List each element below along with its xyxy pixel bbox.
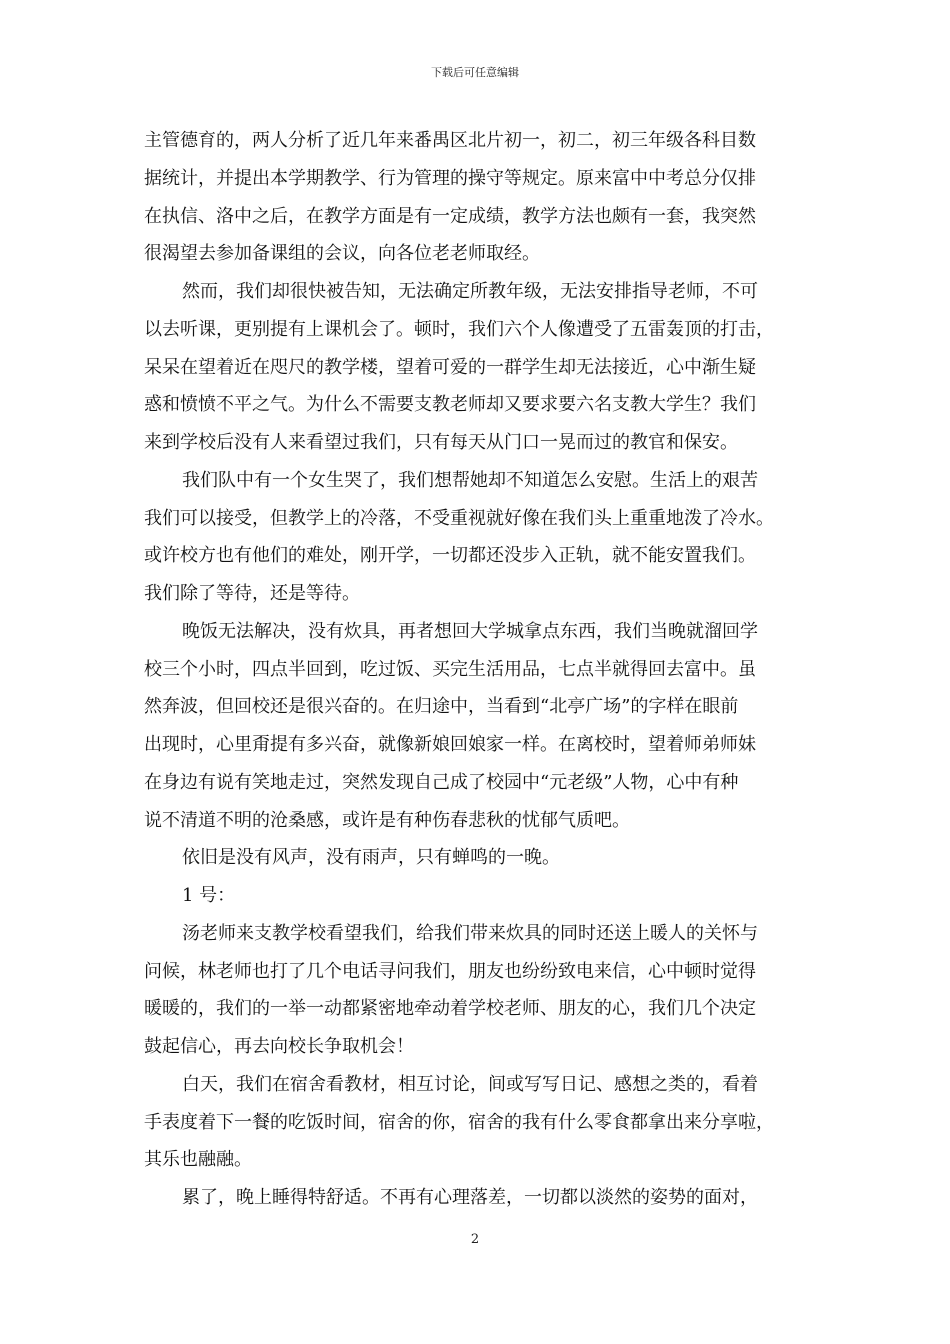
text-line: 然奔波，但回校还是很兴奋的。在归途中，当看到“北亭广场”的字样在眼前 [144, 696, 739, 718]
text-line: 我们可以接受，但教学上的冷落，不受重视就好像在我们头上重重地泼了冷水。 [144, 507, 774, 529]
document-body [144, 122, 814, 1217]
text-line: 手表度着下一餐的吃饭时间，宿舍的你，宿舍的我有什么零食都拿出来分享啦， [144, 1111, 774, 1133]
text-line: 出现时，心里甭提有多兴奋，就像新娘回娘家一样。在离校时，望着师弟师妹 [144, 734, 756, 755]
paragraph-first-line: 白天，我们在宿舍看教材，相互讨论，间或写写日记、感想之类的，看着 [182, 1073, 758, 1095]
paragraph-first-line: 晚饭无法解决，没有炊具，再者想回大学城拿点东西，我们当晚就溜回学 [182, 620, 758, 642]
text-line: 鼓起信心，再去向校长争取机会！ [144, 1036, 414, 1057]
date-heading: 1 号： [182, 885, 236, 906]
paragraph-first-line: 我们队中有一个女生哭了，我们想帮她却不知道怎么安慰。生活上的艰苦 [182, 469, 758, 491]
text-line: 在身边有说有笑地走过，突然发现自己成了校园中“元老级”人物，心中有种 [144, 771, 739, 793]
page-number: 2 [470, 1232, 480, 1247]
paragraph-first-line: 累了，晚上睡得特舒适。不再有心理落差，一切都以淡然的姿势的面对， [182, 1187, 758, 1208]
text-line: 主管德育的，两人分析了近几年来番禺区北片初一，初二，初三年级各科目数 [144, 130, 756, 151]
text-line: 或许校方也有他们的难处，刚开学，一切都还没步入正轨，就不能安置我们。 [144, 545, 756, 567]
paragraph-first-line: 依旧是没有风声，没有雨声，只有蝉鸣的一晚。 [182, 847, 560, 869]
text-line: 在执信、洛中之后，在教学方面是有一定成绩，教学方法也颇有一套，我突然 [144, 205, 756, 227]
text-line: 暖暖的，我们的一举一动都紧密地牵动着学校老师、朋友的心，我们几个决定 [144, 998, 756, 1020]
text-line: 很渴望去参加备课组的会议，向各位老老师取经。 [144, 243, 540, 265]
paragraph-first-line: 然而，我们却很快被告知，无法确定所教年级，无法安排指导老师，不可 [182, 281, 758, 302]
text-line: 据统计，并提出本学期教学、行为管理的操守等规定。原来富中中考总分仅排 [144, 167, 756, 189]
text-line: 其乐也融融。 [144, 1149, 252, 1171]
text-line: 呆呆在望着近在咫尺的教学楼，望着可爱的一群学生却无法接近，心中渐生疑 [144, 356, 756, 378]
text-line: 来到学校后没有人来看望过我们，只有每天从门口一晃而过的教官和保安。 [144, 432, 738, 453]
page-header: 下载后可任意编辑 [431, 66, 519, 79]
text-line: 惑和愤愤不平之气。为什么不需要支教老师却又要求要六名支教大学生？我们 [144, 394, 756, 416]
text-line: 说不清道不明的沧桑感，或许是有种伤春悲秋的忧郁气质吧。 [144, 809, 630, 831]
text-line: 校三个小时，四点半回到，吃过饭、买完生活用品，七点半就得回去富中。虽 [144, 658, 756, 680]
text-line: 我们除了等待，还是等待。 [144, 583, 360, 604]
paragraph-first-line: 汤老师来支教学校看望我们，给我们带来炊具的同时还送上暖人的关怀与 [182, 922, 758, 944]
text-line: 以去听课，更别提有上课机会了。顿时，我们六个人像遭受了五雷轰顶的打击， [144, 318, 774, 340]
text-line: 问候，林老师也打了几个电话寻问我们，朋友也纷纷致电来信，心中顿时觉得 [144, 960, 756, 982]
